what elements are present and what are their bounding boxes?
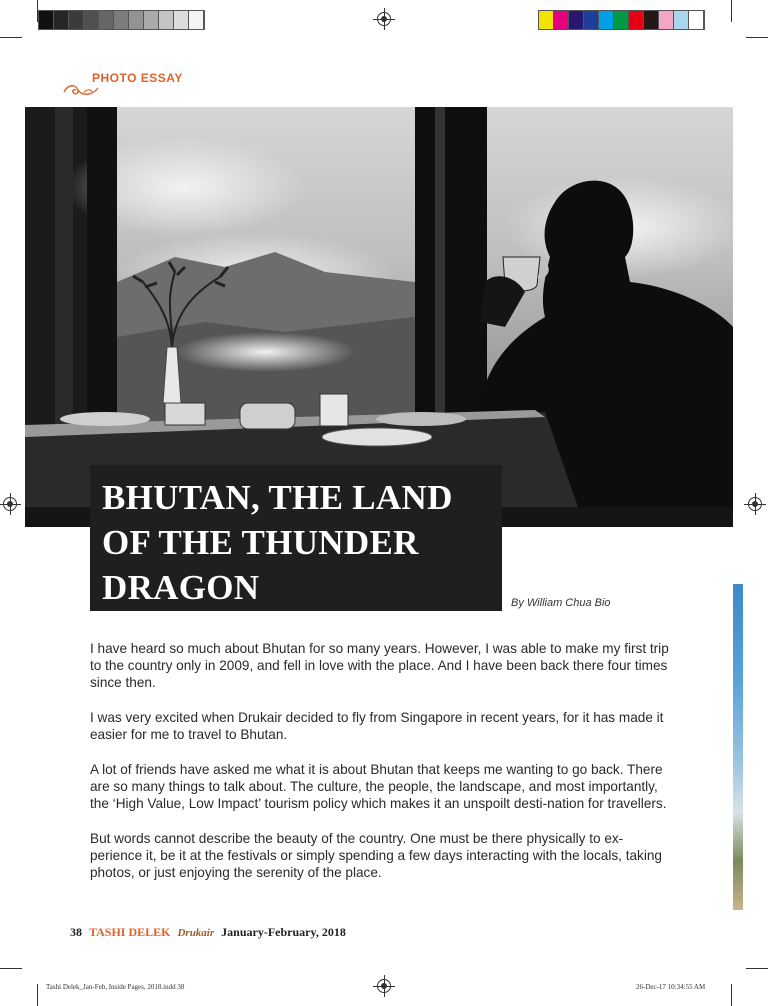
color-swatch [554,11,569,29]
body-paragraph: I was very excited when Drukair decided to fly from Singapore in recent years, for it has made it easier for me to travel to Bhutan. [90,710,664,742]
issue-date: January-February, 2018 [221,925,346,939]
crop-mark [37,984,38,1006]
crop-mark [746,968,768,969]
color-swatch [189,11,204,29]
process-color-bar [538,10,705,30]
crop-mark [731,984,732,1006]
registration-mark-right-icon [748,497,762,511]
page-number: 38 [70,925,82,939]
color-swatch [659,11,674,29]
article-body [90,640,670,899]
title-line: DRAGON [102,568,260,607]
color-swatch [539,11,554,29]
timestamp-slug: 26-Dec-17 10:34:55 AM [636,983,706,991]
crop-mark [746,37,768,38]
color-swatch [54,11,69,29]
color-swatch [174,11,189,29]
color-swatch [629,11,644,29]
grayscale-color-bar [38,10,205,30]
registration-mark-left-icon [3,497,17,511]
crop-mark [0,37,22,38]
title-line: BHUTAN, THE LAND [102,478,453,517]
file-slug: Tashi Delek_Jan-Feb, Inside Pages, 2018.indd 38 [46,983,185,991]
crop-mark [37,0,38,22]
section-label: PHOTO ESSAY [92,71,183,85]
color-swatch [39,11,54,29]
color-swatch [644,11,659,29]
article-title [102,475,502,610]
color-swatch [114,11,129,29]
drukair-logo: Drukair [177,927,215,939]
body-paragraph: A lot of friends have asked me what it is about Bhutan that keeps me wanting to go back. There are so many things to talk about. The culture, the people, the landscape, and most importantly, the ‘High Value, Low Impact’ tourism policy which makes it an unspoilt desti-nation for travellers. [90,762,667,811]
color-swatch [584,11,599,29]
crop-mark [0,968,22,969]
magazine-name: TASHI DELEK [89,925,171,939]
color-swatch [99,11,114,29]
color-swatch [614,11,629,29]
crop-mark [731,0,732,22]
registration-mark-top-icon [377,12,391,26]
color-swatch [159,11,174,29]
color-swatch [84,11,99,29]
color-swatch [129,11,144,29]
body-paragraph: I have heard so much about Bhutan for so many years. However, I was able to make my first trip to the country only in 2009, and fell in love with the place. And I have been back there four times since then. [90,641,669,690]
hero-photo [25,107,733,527]
color-swatch [599,11,614,29]
color-swatch [569,11,584,29]
body-paragraph: But words cannot describe the beauty of the country. One must be there physically to ex-perience it, be it at the festivals or simply spending a few days interacting with the locals, taking photos, or just enjoying the serenity of the place. [90,831,662,880]
color-swatch [674,11,689,29]
byline: By William Chua Bio [511,597,611,609]
title-line: OF THE THUNDER [102,523,419,562]
page-footer [70,925,346,940]
adjacent-page-photo-strip [733,584,743,910]
color-swatch [689,11,704,29]
registration-mark-bottom-icon [377,979,391,993]
color-swatch [144,11,159,29]
color-swatch [69,11,84,29]
